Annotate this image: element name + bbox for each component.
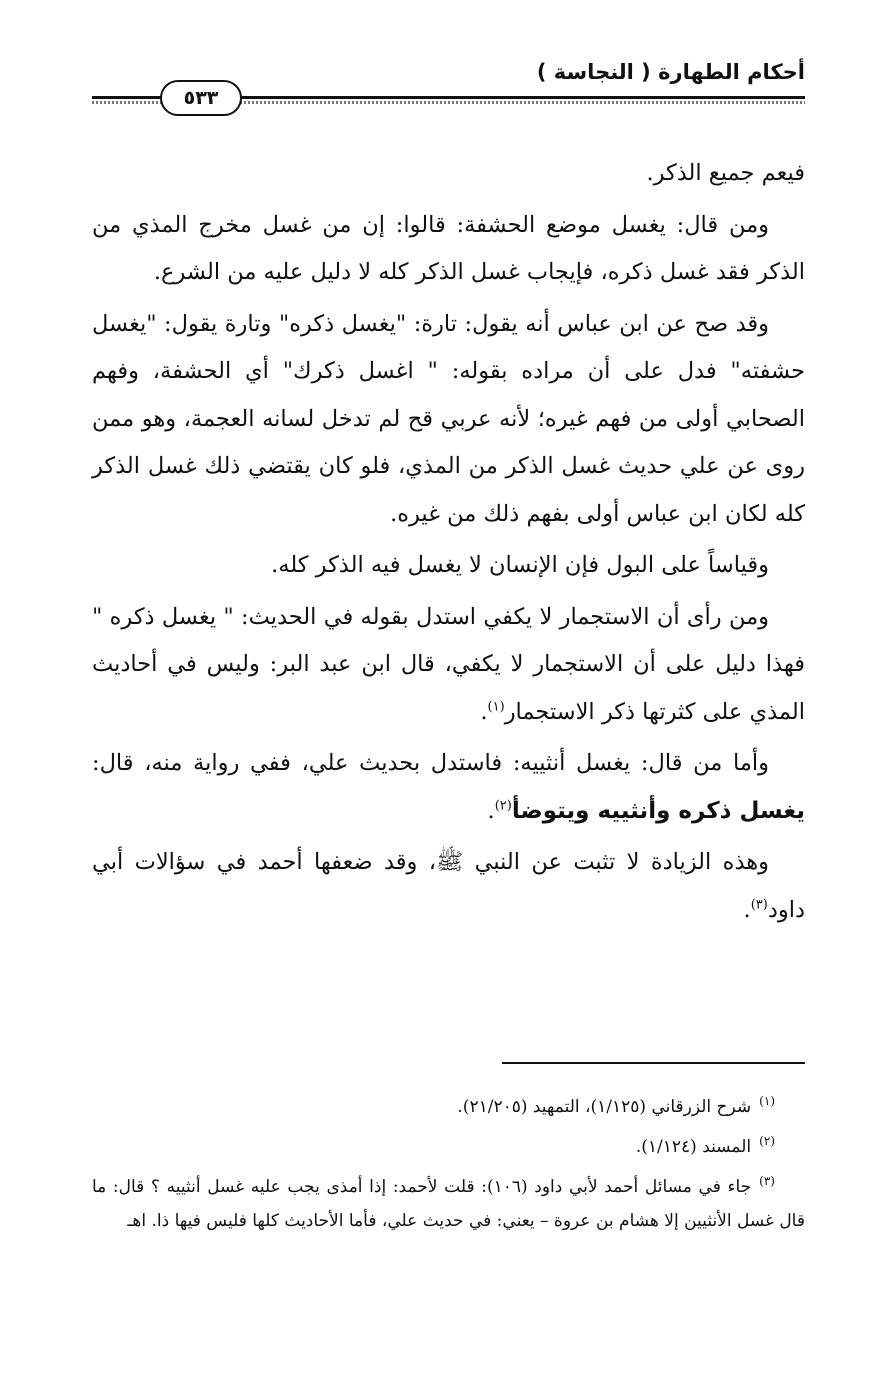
footnote-3-text: جاء في مسائل أحمد لأبي داود (١٠٦): قلت لأحمد: إذا أمذى يجب عليه غسل أنثييه ؟ قال: ما قال غسل الأنثيين إلا هشام بن عروة – يعني: في حديث علي، فأما الأحاديث كلها فليس فيها ذا. اهـ (92, 1177, 805, 1231)
footnote-3-mark: (٣) (759, 1174, 775, 1189)
paragraph-5-text: ومن رأى أن الاستجمار لا يكفي استدل بقوله في الحديث: " يغسل ذكره " فهذا دليل على أن الاستجمار لا يكفي، قال ابن عبد البر: وليس في أحاديث المذي على كثرتها ذكر الاستجمار (92, 603, 805, 725)
paragraph-5: ومن رأى أن الاستجمار لا يكفي استدل بقوله في الحديث: " يغسل ذكره " فهذا دليل على أن الاستجمار لا يكفي، قال ابن عبد البر: وليس في أحاديث المذي على كثرتها ذكر الاستجمار$^{(١)}$. (92, 603, 805, 725)
footnote-2-mark: (٢) (759, 1134, 775, 1149)
footnotes (92, 1090, 805, 1244)
footnote-3 (92, 1170, 805, 1238)
footnote-2-text: المسند (١/١٢٤). (635, 1137, 752, 1157)
footnote-1-mark: (١) (759, 1094, 775, 1109)
paragraph-2: ومن قال: يغسل موضع الحشفة: قالوا: إن من غسل مخرج المذي من الذكر فقد غسل ذكره، فإيجاب غسل الذكر كله لا دليل عليه من الشرع. (92, 211, 805, 285)
footnote-1 (92, 1090, 805, 1124)
page-number-badge (160, 80, 242, 116)
footnote-separator (502, 1062, 805, 1064)
main-text (92, 150, 805, 938)
footnote-2 (92, 1130, 805, 1164)
running-header-title: أحكام الطهارة ( النجاسة ) (536, 60, 805, 84)
footnote-ref-1: (١) (487, 699, 505, 714)
paragraph-1: فيعم جميع الذكر. (646, 160, 805, 186)
footnote-ref-2: (٢) (494, 798, 512, 813)
paragraph-7-text: وهذه الزيادة لا تثبت عن النبي ﷺ، وقد ضعفها أحمد في سؤالات أبي داود (92, 849, 805, 923)
paragraph-3: وقد صح عن ابن عباس أنه يقول: تارة: "يغسل ذكره" وتارة يقول: "يغسل حشفته" فدل على أن مراده بقوله: " اغسل ذكرك" أي الحشفة، وفهم الصحابي أولى من فهم غيره؛ لأنه عربي قح لم تدخل لسانه العجمة، وهو ممن روى عن علي حديث غسل الذكر من المذي، فلو كان يقتضي ذلك غسل الذكر كله لكان ابن عباس أولى بفهم ذلك من غيره. (92, 310, 805, 527)
footnote-1-text: شرح الزرقاني (١/١٢٥)، التمهيد (٢١/٢٠٥). (457, 1097, 752, 1117)
paragraph-6: وأما من قال: يغسل أنثييه: فاستدل بحديث علي، ففي رواية منه، قال: يغسل ذكره وأنثييه ويتوضأ$^{(٢)}$. (92, 750, 805, 824)
paragraph-4: وقياساً على البول فإن الإنسان لا يغسل فيه الذكر كله. (271, 552, 769, 578)
footnote-ref-3: (٣) (750, 897, 768, 912)
paragraph-6-text: وأما من قال: يغسل أنثييه: فاستدل بحديث علي، ففي رواية منه، قال: (92, 750, 769, 776)
page-number: ٥٣٣ (183, 87, 219, 109)
paragraph-7: وهذه الزيادة لا تثبت عن النبي ﷺ، وقد ضعفها أحمد في سؤالات أبي داود$^{(٣)}$. (92, 849, 805, 923)
hadith-quote: يغسل ذكره وأنثييه ويتوضأ (511, 797, 805, 824)
